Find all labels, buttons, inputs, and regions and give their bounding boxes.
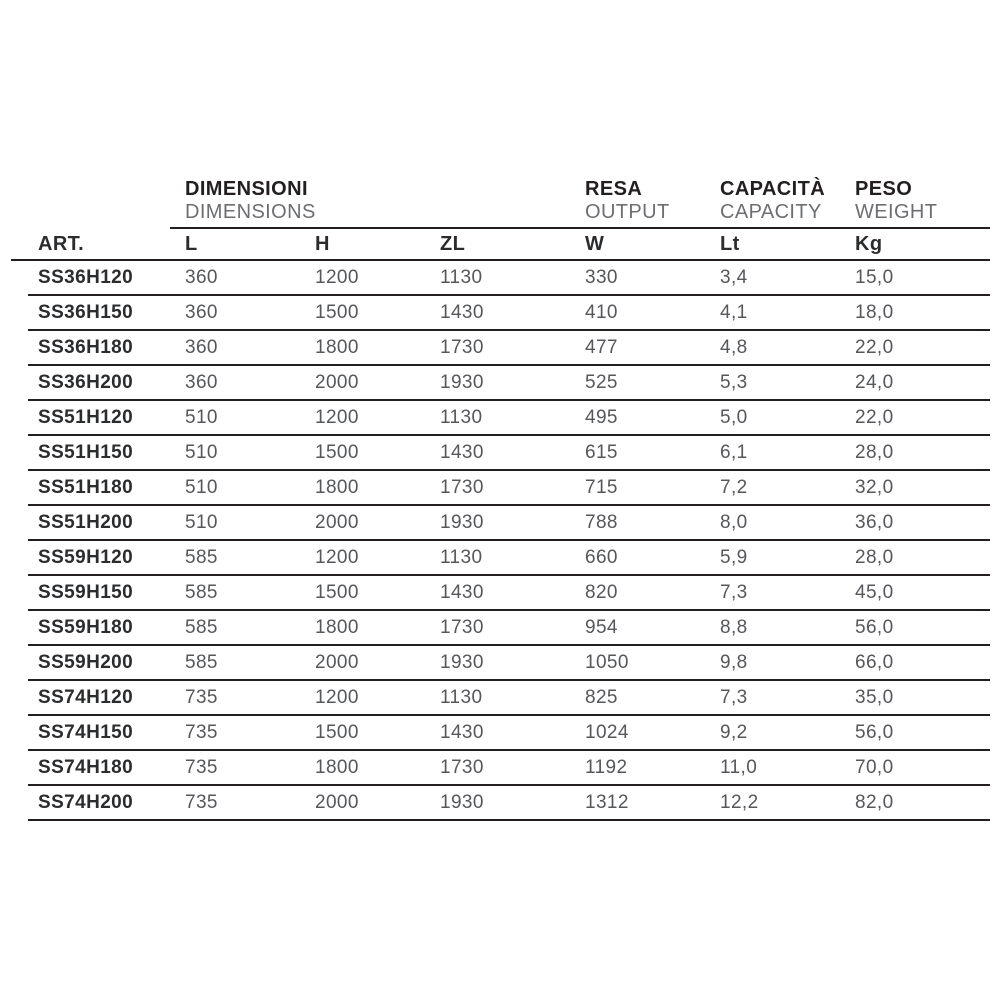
row-value-w: 330 <box>585 267 618 288</box>
table-row <box>28 786 990 821</box>
row-value-lt: 7,3 <box>720 582 748 603</box>
column-header-w: W <box>585 233 605 255</box>
row-article-code: SS59H120 <box>38 547 134 568</box>
column-header-zl: ZL <box>440 233 466 255</box>
table-row <box>28 506 990 541</box>
row-value-zl: 1430 <box>440 302 484 323</box>
column-header-kg: Kg <box>855 233 883 255</box>
row-value-lt: 7,2 <box>720 477 748 498</box>
row-value-l: 510 <box>185 442 218 463</box>
row-value-kg: 36,0 <box>855 512 894 533</box>
row-value-h: 1800 <box>315 617 359 638</box>
row-value-h: 2000 <box>315 372 359 393</box>
row-article-code: SS51H200 <box>38 512 134 533</box>
row-value-w: 1192 <box>585 757 628 778</box>
row-article-code: SS36H120 <box>38 267 134 288</box>
row-value-l: 585 <box>185 582 218 603</box>
group-header-dimensions <box>185 178 316 224</box>
row-value-lt: 7,3 <box>720 687 748 708</box>
row-value-h: 1800 <box>315 337 359 358</box>
row-value-h: 1800 <box>315 757 359 778</box>
row-value-zl: 1130 <box>440 267 483 288</box>
row-value-h: 1200 <box>315 407 359 428</box>
group-header-capacity <box>720 178 825 224</box>
row-value-lt: 4,1 <box>720 302 748 323</box>
row-value-w: 788 <box>585 512 618 533</box>
table-row <box>28 751 990 786</box>
row-value-lt: 3,4 <box>720 267 748 288</box>
row-value-w: 1024 <box>585 722 629 743</box>
row-value-zl: 1130 <box>440 407 483 428</box>
row-value-w: 660 <box>585 547 618 568</box>
row-value-l: 510 <box>185 512 218 533</box>
row-value-h: 1500 <box>315 722 359 743</box>
row-value-l: 360 <box>185 267 218 288</box>
row-article-code: SS74H120 <box>38 687 134 708</box>
row-value-zl: 1930 <box>440 792 484 813</box>
row-value-zl: 1730 <box>440 617 484 638</box>
row-value-lt: 12,2 <box>720 792 759 813</box>
group-header-weight-it: PESO <box>855 178 913 200</box>
table-body <box>28 261 990 821</box>
row-value-h: 1500 <box>315 442 359 463</box>
row-value-w: 715 <box>585 477 618 498</box>
row-value-kg: 15,0 <box>855 267 894 288</box>
row-value-lt: 5,3 <box>720 372 748 393</box>
row-value-kg: 18,0 <box>855 302 894 323</box>
row-value-kg: 32,0 <box>855 477 894 498</box>
row-value-h: 2000 <box>315 512 359 533</box>
row-value-l: 360 <box>185 337 218 358</box>
row-value-l: 360 <box>185 372 218 393</box>
row-value-zl: 1930 <box>440 652 484 673</box>
row-article-code: SS36H200 <box>38 372 134 393</box>
group-header-weight <box>855 178 937 224</box>
table-row <box>28 261 990 296</box>
group-header-dimensions-it: DIMENSIONI <box>185 178 308 200</box>
row-value-l: 585 <box>185 617 218 638</box>
row-article-code: SS59H150 <box>38 582 134 603</box>
row-value-lt: 11,0 <box>720 757 758 778</box>
row-value-zl: 1930 <box>440 372 484 393</box>
row-value-l: 510 <box>185 477 218 498</box>
row-value-l: 510 <box>185 407 218 428</box>
group-header-capacity-it: CAPACITÀ <box>720 178 826 200</box>
row-value-h: 1800 <box>315 477 359 498</box>
table-row <box>28 576 990 611</box>
row-value-l: 585 <box>185 547 218 568</box>
row-value-lt: 8,0 <box>720 512 748 533</box>
group-header-dimensions-en: DIMENSIONS <box>185 201 316 223</box>
table-row <box>28 471 990 506</box>
row-value-lt: 9,8 <box>720 652 748 673</box>
group-header-output-en: OUTPUT <box>585 201 670 223</box>
row-value-lt: 4,8 <box>720 337 748 358</box>
row-value-kg: 28,0 <box>855 547 894 568</box>
row-value-h: 2000 <box>315 792 359 813</box>
row-value-w: 954 <box>585 617 618 638</box>
table-row <box>28 541 990 576</box>
row-article-code: SS51H120 <box>38 407 134 428</box>
row-value-kg: 56,0 <box>855 617 894 638</box>
group-header-output-it: RESA <box>585 178 643 200</box>
column-header-art: ART. <box>38 233 85 255</box>
table-row <box>28 401 990 436</box>
column-header-row <box>0 233 1000 259</box>
row-value-w: 477 <box>585 337 618 358</box>
row-value-w: 525 <box>585 372 618 393</box>
row-value-kg: 35,0 <box>855 687 894 708</box>
row-value-zl: 1430 <box>440 442 484 463</box>
table-row <box>28 681 990 716</box>
group-header-weight-en: WEIGHT <box>855 201 938 223</box>
table-row <box>28 296 990 331</box>
row-value-w: 820 <box>585 582 618 603</box>
group-header-output <box>585 178 670 224</box>
table-row <box>28 366 990 401</box>
table-row <box>28 436 990 471</box>
row-value-l: 735 <box>185 757 218 778</box>
row-value-h: 1500 <box>315 582 359 603</box>
row-value-zl: 1730 <box>440 337 484 358</box>
row-value-kg: 66,0 <box>855 652 894 673</box>
row-value-w: 1312 <box>585 792 629 813</box>
row-value-zl: 1930 <box>440 512 484 533</box>
row-value-zl: 1430 <box>440 582 484 603</box>
table-row <box>28 331 990 366</box>
row-value-w: 615 <box>585 442 618 463</box>
row-value-h: 2000 <box>315 652 359 673</box>
row-value-zl: 1130 <box>440 547 483 568</box>
row-article-code: SS59H180 <box>38 617 134 638</box>
group-header-underline <box>170 227 990 229</box>
row-value-lt: 8,8 <box>720 617 748 638</box>
row-value-w: 1050 <box>585 652 629 673</box>
row-value-l: 735 <box>185 722 218 743</box>
row-value-kg: 70,0 <box>855 757 894 778</box>
row-article-code: SS74H150 <box>38 722 134 743</box>
row-value-kg: 82,0 <box>855 792 894 813</box>
table-row <box>28 646 990 681</box>
row-value-zl: 1430 <box>440 722 484 743</box>
column-header-l: L <box>185 233 198 255</box>
row-value-zl: 1730 <box>440 477 484 498</box>
row-value-h: 1200 <box>315 687 359 708</box>
row-article-code: SS36H150 <box>38 302 134 323</box>
row-value-l: 735 <box>185 687 218 708</box>
row-value-kg: 45,0 <box>855 582 894 603</box>
row-value-lt: 6,1 <box>720 442 748 463</box>
row-value-zl: 1130 <box>440 687 483 708</box>
row-value-kg: 22,0 <box>855 407 894 428</box>
row-value-kg: 56,0 <box>855 722 894 743</box>
row-value-kg: 22,0 <box>855 337 894 358</box>
row-value-h: 1200 <box>315 267 359 288</box>
column-header-lt: Lt <box>720 233 740 255</box>
row-value-kg: 28,0 <box>855 442 894 463</box>
row-value-h: 1200 <box>315 547 359 568</box>
row-value-l: 735 <box>185 792 218 813</box>
table-row <box>28 611 990 646</box>
row-value-lt: 9,2 <box>720 722 748 743</box>
row-article-code: SS74H200 <box>38 792 134 813</box>
row-article-code: SS74H180 <box>38 757 134 778</box>
row-value-kg: 24,0 <box>855 372 894 393</box>
row-value-l: 360 <box>185 302 218 323</box>
group-header-capacity-en: CAPACITY <box>720 201 822 223</box>
row-value-h: 1500 <box>315 302 359 323</box>
row-value-lt: 5,9 <box>720 547 748 568</box>
table-row <box>28 716 990 751</box>
row-article-code: SS51H180 <box>38 477 134 498</box>
row-value-w: 825 <box>585 687 618 708</box>
row-value-w: 495 <box>585 407 618 428</box>
row-value-zl: 1730 <box>440 757 484 778</box>
row-value-w: 410 <box>585 302 618 323</box>
row-value-l: 585 <box>185 652 218 673</box>
row-article-code: SS51H150 <box>38 442 134 463</box>
row-value-lt: 5,0 <box>720 407 748 428</box>
row-article-code: SS36H180 <box>38 337 134 358</box>
row-article-code: SS59H200 <box>38 652 134 673</box>
column-header-h: H <box>315 233 330 255</box>
